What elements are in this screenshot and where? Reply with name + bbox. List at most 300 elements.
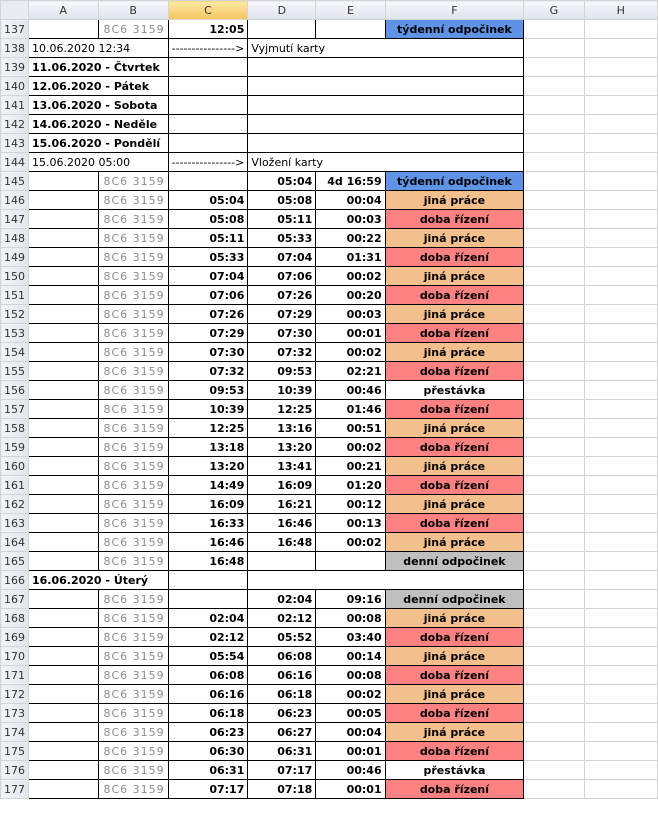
row-header[interactable]: 143 xyxy=(1,134,29,153)
duration-cell[interactable]: 00:08 xyxy=(316,666,385,685)
column-header-b[interactable]: B xyxy=(98,1,168,20)
card-event-timestamp-cell[interactable]: 10.06.2020 12:34 xyxy=(29,39,169,58)
vehicle-id-cell[interactable]: 8C6 3159 xyxy=(98,552,168,571)
row-header[interactable]: 148 xyxy=(1,229,29,248)
cell-g[interactable] xyxy=(524,571,584,590)
day-heading-cell[interactable]: 15.06.2020 - Pondělí xyxy=(29,134,169,153)
cell-a[interactable] xyxy=(29,761,99,780)
cell-a[interactable] xyxy=(29,400,99,419)
activity-cell[interactable]: týdenní odpočinek xyxy=(385,20,524,39)
start-time-cell[interactable]: 02:12 xyxy=(168,628,248,647)
cell-a[interactable] xyxy=(29,20,99,39)
cell-g[interactable] xyxy=(524,685,584,704)
start-time-cell[interactable]: 13:20 xyxy=(168,457,248,476)
start-time-cell[interactable]: 07:29 xyxy=(168,324,248,343)
cell-a[interactable] xyxy=(29,533,99,552)
duration-cell[interactable]: 01:46 xyxy=(316,400,385,419)
cell-d[interactable] xyxy=(248,571,524,590)
cell-h[interactable] xyxy=(584,210,657,229)
end-time-cell[interactable]: 06:23 xyxy=(248,704,316,723)
duration-cell[interactable]: 03:40 xyxy=(316,628,385,647)
duration-cell[interactable]: 00:01 xyxy=(316,324,385,343)
end-time-cell[interactable]: 16:46 xyxy=(248,514,316,533)
end-time-cell[interactable]: 07:06 xyxy=(248,267,316,286)
row-header[interactable]: 140 xyxy=(1,77,29,96)
cell-a[interactable] xyxy=(29,229,99,248)
row-header[interactable]: 141 xyxy=(1,96,29,115)
row-header[interactable]: 169 xyxy=(1,628,29,647)
activity-cell[interactable]: jiná práce xyxy=(385,647,524,666)
cell-a[interactable] xyxy=(29,704,99,723)
row-header[interactable]: 150 xyxy=(1,267,29,286)
cell-h[interactable] xyxy=(584,229,657,248)
cell-g[interactable] xyxy=(524,647,584,666)
row-header[interactable]: 156 xyxy=(1,381,29,400)
cell-h[interactable] xyxy=(584,647,657,666)
cell-h[interactable] xyxy=(584,343,657,362)
cell-a[interactable] xyxy=(29,685,99,704)
row-header[interactable]: 153 xyxy=(1,324,29,343)
end-time-cell[interactable]: 07:29 xyxy=(248,305,316,324)
duration-cell[interactable] xyxy=(316,20,385,39)
vehicle-id-cell[interactable]: 8C6 3159 xyxy=(98,647,168,666)
cell-a[interactable] xyxy=(29,609,99,628)
row-header[interactable]: 142 xyxy=(1,115,29,134)
card-event-timestamp-cell[interactable]: 15.06.2020 05:00 xyxy=(29,153,169,172)
start-time-cell[interactable]: 06:23 xyxy=(168,723,248,742)
vehicle-id-cell[interactable]: 8C6 3159 xyxy=(98,20,168,39)
end-time-cell[interactable]: 13:16 xyxy=(248,419,316,438)
cell-h[interactable] xyxy=(584,780,657,799)
cell-g[interactable] xyxy=(524,39,584,58)
row-header[interactable]: 176 xyxy=(1,761,29,780)
cell-h[interactable] xyxy=(584,552,657,571)
end-time-cell[interactable]: 09:53 xyxy=(248,362,316,381)
activity-cell[interactable]: doba řízení xyxy=(385,780,524,799)
row-header[interactable]: 171 xyxy=(1,666,29,685)
duration-cell[interactable]: 00:12 xyxy=(316,495,385,514)
cell-g[interactable] xyxy=(524,172,584,191)
cell-g[interactable] xyxy=(524,533,584,552)
end-time-cell[interactable]: 05:08 xyxy=(248,191,316,210)
activity-cell[interactable]: jiná práce xyxy=(385,609,524,628)
row-header[interactable]: 166 xyxy=(1,571,29,590)
cell-g[interactable] xyxy=(524,324,584,343)
activity-cell[interactable]: týdenní odpočinek xyxy=(385,172,524,191)
cell-h[interactable] xyxy=(584,20,657,39)
row-header[interactable]: 138 xyxy=(1,39,29,58)
card-event-label-cell[interactable]: Vyjmutí karty xyxy=(248,39,524,58)
cell-a[interactable] xyxy=(29,457,99,476)
duration-cell[interactable]: 00:04 xyxy=(316,191,385,210)
duration-cell[interactable]: 00:13 xyxy=(316,514,385,533)
cell-h[interactable] xyxy=(584,571,657,590)
row-header[interactable]: 172 xyxy=(1,685,29,704)
cell-g[interactable] xyxy=(524,229,584,248)
cell-a[interactable] xyxy=(29,514,99,533)
cell-c[interactable] xyxy=(168,77,248,96)
activity-cell[interactable]: doba řízení xyxy=(385,210,524,229)
cell-d[interactable] xyxy=(248,115,524,134)
cell-a[interactable] xyxy=(29,248,99,267)
cell-h[interactable] xyxy=(584,362,657,381)
cell-h[interactable] xyxy=(584,305,657,324)
start-time-cell[interactable]: 16:09 xyxy=(168,495,248,514)
end-time-cell[interactable]: 13:41 xyxy=(248,457,316,476)
activity-cell[interactable]: přestávka xyxy=(385,381,524,400)
vehicle-id-cell[interactable]: 8C6 3159 xyxy=(98,324,168,343)
card-event-label-cell[interactable]: Vložení karty xyxy=(248,153,524,172)
cell-a[interactable] xyxy=(29,666,99,685)
column-header-e[interactable]: E xyxy=(316,1,385,20)
activity-cell[interactable]: jiná práce xyxy=(385,495,524,514)
start-time-cell[interactable]: 05:04 xyxy=(168,191,248,210)
cell-g[interactable] xyxy=(524,780,584,799)
day-heading-cell[interactable]: 13.06.2020 - Sobota xyxy=(29,96,169,115)
cell-h[interactable] xyxy=(584,495,657,514)
day-heading-cell[interactable]: 16.06.2020 - Úterý xyxy=(29,571,169,590)
cell-h[interactable] xyxy=(584,153,657,172)
cell-g[interactable] xyxy=(524,381,584,400)
end-time-cell[interactable]: 06:16 xyxy=(248,666,316,685)
cell-h[interactable] xyxy=(584,58,657,77)
cell-h[interactable] xyxy=(584,590,657,609)
cell-h[interactable] xyxy=(584,514,657,533)
end-time-cell[interactable]: 07:30 xyxy=(248,324,316,343)
cell-h[interactable] xyxy=(584,685,657,704)
cell-h[interactable] xyxy=(584,115,657,134)
cell-h[interactable] xyxy=(584,172,657,191)
activity-cell[interactable]: jiná práce xyxy=(385,457,524,476)
vehicle-id-cell[interactable]: 8C6 3159 xyxy=(98,419,168,438)
end-time-cell[interactable] xyxy=(248,20,316,39)
row-header[interactable]: 149 xyxy=(1,248,29,267)
end-time-cell[interactable]: 06:27 xyxy=(248,723,316,742)
start-time-cell[interactable]: 07:04 xyxy=(168,267,248,286)
cell-g[interactable] xyxy=(524,153,584,172)
activity-cell[interactable]: doba řízení xyxy=(385,286,524,305)
end-time-cell[interactable]: 06:31 xyxy=(248,742,316,761)
cell-h[interactable] xyxy=(584,248,657,267)
vehicle-id-cell[interactable]: 8C6 3159 xyxy=(98,210,168,229)
cell-g[interactable] xyxy=(524,115,584,134)
vehicle-id-cell[interactable]: 8C6 3159 xyxy=(98,438,168,457)
cell-a[interactable] xyxy=(29,552,99,571)
activity-cell[interactable]: doba řízení xyxy=(385,476,524,495)
cell-h[interactable] xyxy=(584,191,657,210)
cell-a[interactable] xyxy=(29,172,99,191)
cell-d[interactable] xyxy=(248,134,524,153)
cell-g[interactable] xyxy=(524,552,584,571)
vehicle-id-cell[interactable]: 8C6 3159 xyxy=(98,172,168,191)
start-time-cell[interactable]: 05:11 xyxy=(168,229,248,248)
cell-a[interactable] xyxy=(29,305,99,324)
vehicle-id-cell[interactable]: 8C6 3159 xyxy=(98,742,168,761)
duration-cell[interactable]: 01:20 xyxy=(316,476,385,495)
vehicle-id-cell[interactable]: 8C6 3159 xyxy=(98,704,168,723)
duration-cell[interactable]: 00:21 xyxy=(316,457,385,476)
row-header[interactable]: 146 xyxy=(1,191,29,210)
start-time-cell[interactable]: 07:30 xyxy=(168,343,248,362)
row-header[interactable]: 167 xyxy=(1,590,29,609)
cell-a[interactable] xyxy=(29,742,99,761)
start-time-cell[interactable]: 12:25 xyxy=(168,419,248,438)
cell-h[interactable] xyxy=(584,400,657,419)
duration-cell[interactable]: 00:05 xyxy=(316,704,385,723)
start-time-cell[interactable]: 05:08 xyxy=(168,210,248,229)
cell-h[interactable] xyxy=(584,628,657,647)
end-time-cell[interactable]: 07:18 xyxy=(248,780,316,799)
cell-h[interactable] xyxy=(584,77,657,96)
activity-cell[interactable]: přestávka xyxy=(385,761,524,780)
activity-cell[interactable]: doba řízení xyxy=(385,248,524,267)
cell-g[interactable] xyxy=(524,438,584,457)
cell-g[interactable] xyxy=(524,457,584,476)
activity-cell[interactable]: doba řízení xyxy=(385,666,524,685)
cell-g[interactable] xyxy=(524,58,584,77)
end-time-cell[interactable]: 13:20 xyxy=(248,438,316,457)
cell-d[interactable] xyxy=(248,58,524,77)
column-header-g[interactable]: G xyxy=(524,1,584,20)
duration-cell[interactable]: 00:02 xyxy=(316,267,385,286)
cell-h[interactable] xyxy=(584,457,657,476)
activity-cell[interactable]: jiná práce xyxy=(385,419,524,438)
duration-cell[interactable]: 00:20 xyxy=(316,286,385,305)
vehicle-id-cell[interactable]: 8C6 3159 xyxy=(98,723,168,742)
row-header[interactable]: 170 xyxy=(1,647,29,666)
duration-cell[interactable]: 4d 16:59 xyxy=(316,172,385,191)
start-time-cell[interactable]: 07:17 xyxy=(168,780,248,799)
vehicle-id-cell[interactable]: 8C6 3159 xyxy=(98,343,168,362)
activity-cell[interactable]: jiná práce xyxy=(385,533,524,552)
vehicle-id-cell[interactable]: 8C6 3159 xyxy=(98,305,168,324)
cell-a[interactable] xyxy=(29,343,99,362)
cell-h[interactable] xyxy=(584,761,657,780)
cell-h[interactable] xyxy=(584,723,657,742)
row-header[interactable]: 158 xyxy=(1,419,29,438)
activity-cell[interactable]: doba řízení xyxy=(385,400,524,419)
end-time-cell[interactable]: 07:26 xyxy=(248,286,316,305)
end-time-cell[interactable] xyxy=(248,552,316,571)
cell-h[interactable] xyxy=(584,96,657,115)
cell-a[interactable] xyxy=(29,628,99,647)
duration-cell[interactable]: 00:04 xyxy=(316,723,385,742)
cell-h[interactable] xyxy=(584,438,657,457)
cell-h[interactable] xyxy=(584,666,657,685)
cell-d[interactable] xyxy=(248,77,524,96)
cell-a[interactable] xyxy=(29,362,99,381)
cell-g[interactable] xyxy=(524,210,584,229)
cell-h[interactable] xyxy=(584,286,657,305)
row-header[interactable]: 159 xyxy=(1,438,29,457)
duration-cell[interactable]: 00:14 xyxy=(316,647,385,666)
start-time-cell[interactable]: 09:53 xyxy=(168,381,248,400)
end-time-cell[interactable]: 10:39 xyxy=(248,381,316,400)
vehicle-id-cell[interactable]: 8C6 3159 xyxy=(98,362,168,381)
cell-h[interactable] xyxy=(584,324,657,343)
cell-a[interactable] xyxy=(29,438,99,457)
row-header[interactable]: 145 xyxy=(1,172,29,191)
cell-a[interactable] xyxy=(29,647,99,666)
activity-cell[interactable]: jiná práce xyxy=(385,685,524,704)
vehicle-id-cell[interactable]: 8C6 3159 xyxy=(98,761,168,780)
duration-cell[interactable]: 00:02 xyxy=(316,343,385,362)
cell-g[interactable] xyxy=(524,704,584,723)
vehicle-id-cell[interactable]: 8C6 3159 xyxy=(98,514,168,533)
cell-h[interactable] xyxy=(584,704,657,723)
start-time-cell[interactable]: 06:18 xyxy=(168,704,248,723)
row-header[interactable]: 139 xyxy=(1,58,29,77)
vehicle-id-cell[interactable]: 8C6 3159 xyxy=(98,286,168,305)
cell-g[interactable] xyxy=(524,20,584,39)
vehicle-id-cell[interactable]: 8C6 3159 xyxy=(98,381,168,400)
activity-cell[interactable]: doba řízení xyxy=(385,438,524,457)
vehicle-id-cell[interactable]: 8C6 3159 xyxy=(98,400,168,419)
cell-h[interactable] xyxy=(584,381,657,400)
start-time-cell[interactable]: 16:33 xyxy=(168,514,248,533)
start-time-cell[interactable]: 07:26 xyxy=(168,305,248,324)
cell-g[interactable] xyxy=(524,400,584,419)
start-time-cell[interactable]: 05:54 xyxy=(168,647,248,666)
row-header[interactable]: 173 xyxy=(1,704,29,723)
duration-cell[interactable]: 00:22 xyxy=(316,229,385,248)
activity-cell[interactable]: doba řízení xyxy=(385,628,524,647)
cell-g[interactable] xyxy=(524,419,584,438)
column-header-f[interactable]: F xyxy=(385,1,524,20)
cell-g[interactable] xyxy=(524,609,584,628)
vehicle-id-cell[interactable]: 8C6 3159 xyxy=(98,457,168,476)
row-header[interactable]: 151 xyxy=(1,286,29,305)
vehicle-id-cell[interactable]: 8C6 3159 xyxy=(98,609,168,628)
cell-a[interactable] xyxy=(29,267,99,286)
cell-a[interactable] xyxy=(29,191,99,210)
cell-a[interactable] xyxy=(29,381,99,400)
select-all-corner[interactable] xyxy=(1,1,29,20)
end-time-cell[interactable]: 07:17 xyxy=(248,761,316,780)
end-time-cell[interactable]: 16:21 xyxy=(248,495,316,514)
day-heading-cell[interactable]: 12.06.2020 - Pátek xyxy=(29,77,169,96)
row-header[interactable]: 175 xyxy=(1,742,29,761)
activity-cell[interactable]: jiná práce xyxy=(385,229,524,248)
end-time-cell[interactable]: 16:09 xyxy=(248,476,316,495)
duration-cell[interactable] xyxy=(316,552,385,571)
cell-a[interactable] xyxy=(29,210,99,229)
vehicle-id-cell[interactable]: 8C6 3159 xyxy=(98,191,168,210)
cell-g[interactable] xyxy=(524,495,584,514)
cell-c[interactable] xyxy=(168,96,248,115)
row-header[interactable]: 147 xyxy=(1,210,29,229)
vehicle-id-cell[interactable]: 8C6 3159 xyxy=(98,229,168,248)
vehicle-id-cell[interactable]: 8C6 3159 xyxy=(98,476,168,495)
cell-a[interactable] xyxy=(29,419,99,438)
cell-h[interactable] xyxy=(584,39,657,58)
start-time-cell[interactable]: 06:16 xyxy=(168,685,248,704)
row-header[interactable]: 160 xyxy=(1,457,29,476)
start-time-cell[interactable]: 10:39 xyxy=(168,400,248,419)
duration-cell[interactable]: 00:46 xyxy=(316,761,385,780)
vehicle-id-cell[interactable]: 8C6 3159 xyxy=(98,590,168,609)
row-header[interactable]: 144 xyxy=(1,153,29,172)
end-time-cell[interactable]: 07:32 xyxy=(248,343,316,362)
vehicle-id-cell[interactable]: 8C6 3159 xyxy=(98,495,168,514)
end-time-cell[interactable]: 02:04 xyxy=(248,590,316,609)
cell-c[interactable] xyxy=(168,58,248,77)
arrow-cell[interactable]: ----------------> xyxy=(168,153,248,172)
row-header[interactable]: 152 xyxy=(1,305,29,324)
end-time-cell[interactable]: 05:52 xyxy=(248,628,316,647)
row-header[interactable]: 161 xyxy=(1,476,29,495)
activity-cell[interactable]: doba řízení xyxy=(385,704,524,723)
cell-g[interactable] xyxy=(524,723,584,742)
row-header[interactable]: 157 xyxy=(1,400,29,419)
start-time-cell[interactable]: 07:32 xyxy=(168,362,248,381)
cell-c[interactable] xyxy=(168,571,248,590)
end-time-cell[interactable]: 16:48 xyxy=(248,533,316,552)
duration-cell[interactable]: 01:31 xyxy=(316,248,385,267)
cell-g[interactable] xyxy=(524,666,584,685)
duration-cell[interactable]: 00:01 xyxy=(316,780,385,799)
end-time-cell[interactable]: 06:08 xyxy=(248,647,316,666)
activity-cell[interactable]: doba řízení xyxy=(385,324,524,343)
vehicle-id-cell[interactable]: 8C6 3159 xyxy=(98,533,168,552)
activity-cell[interactable]: denní odpočinek xyxy=(385,552,524,571)
cell-g[interactable] xyxy=(524,514,584,533)
cell-g[interactable] xyxy=(524,286,584,305)
start-time-cell[interactable] xyxy=(168,172,248,191)
cell-h[interactable] xyxy=(584,267,657,286)
row-header[interactable]: 163 xyxy=(1,514,29,533)
cell-h[interactable] xyxy=(584,533,657,552)
activity-cell[interactable]: doba řízení xyxy=(385,514,524,533)
cell-c[interactable] xyxy=(168,134,248,153)
start-time-cell[interactable]: 16:46 xyxy=(168,533,248,552)
row-header[interactable]: 154 xyxy=(1,343,29,362)
cell-h[interactable] xyxy=(584,742,657,761)
cell-g[interactable] xyxy=(524,305,584,324)
duration-cell[interactable]: 00:02 xyxy=(316,438,385,457)
row-header[interactable]: 165 xyxy=(1,552,29,571)
end-time-cell[interactable]: 07:04 xyxy=(248,248,316,267)
activity-cell[interactable]: denní odpočinek xyxy=(385,590,524,609)
row-header[interactable]: 177 xyxy=(1,780,29,799)
cell-d[interactable] xyxy=(248,96,524,115)
column-header-h[interactable]: H xyxy=(584,1,657,20)
row-header[interactable]: 168 xyxy=(1,609,29,628)
end-time-cell[interactable]: 05:04 xyxy=(248,172,316,191)
cell-a[interactable] xyxy=(29,590,99,609)
vehicle-id-cell[interactable]: 8C6 3159 xyxy=(98,666,168,685)
cell-a[interactable] xyxy=(29,286,99,305)
duration-cell[interactable]: 00:08 xyxy=(316,609,385,628)
start-time-cell[interactable]: 13:18 xyxy=(168,438,248,457)
row-header[interactable]: 137 xyxy=(1,20,29,39)
cell-h[interactable] xyxy=(584,419,657,438)
cell-g[interactable] xyxy=(524,742,584,761)
end-time-cell[interactable]: 05:11 xyxy=(248,210,316,229)
vehicle-id-cell[interactable]: 8C6 3159 xyxy=(98,780,168,799)
end-time-cell[interactable]: 06:18 xyxy=(248,685,316,704)
duration-cell[interactable]: 00:01 xyxy=(316,742,385,761)
row-header[interactable]: 155 xyxy=(1,362,29,381)
duration-cell[interactable]: 00:46 xyxy=(316,381,385,400)
cell-a[interactable] xyxy=(29,780,99,799)
duration-cell[interactable]: 09:16 xyxy=(316,590,385,609)
duration-cell[interactable]: 00:03 xyxy=(316,210,385,229)
end-time-cell[interactable]: 02:12 xyxy=(248,609,316,628)
duration-cell[interactable]: 00:51 xyxy=(316,419,385,438)
cell-a[interactable] xyxy=(29,476,99,495)
activity-cell[interactable]: jiná práce xyxy=(385,343,524,362)
